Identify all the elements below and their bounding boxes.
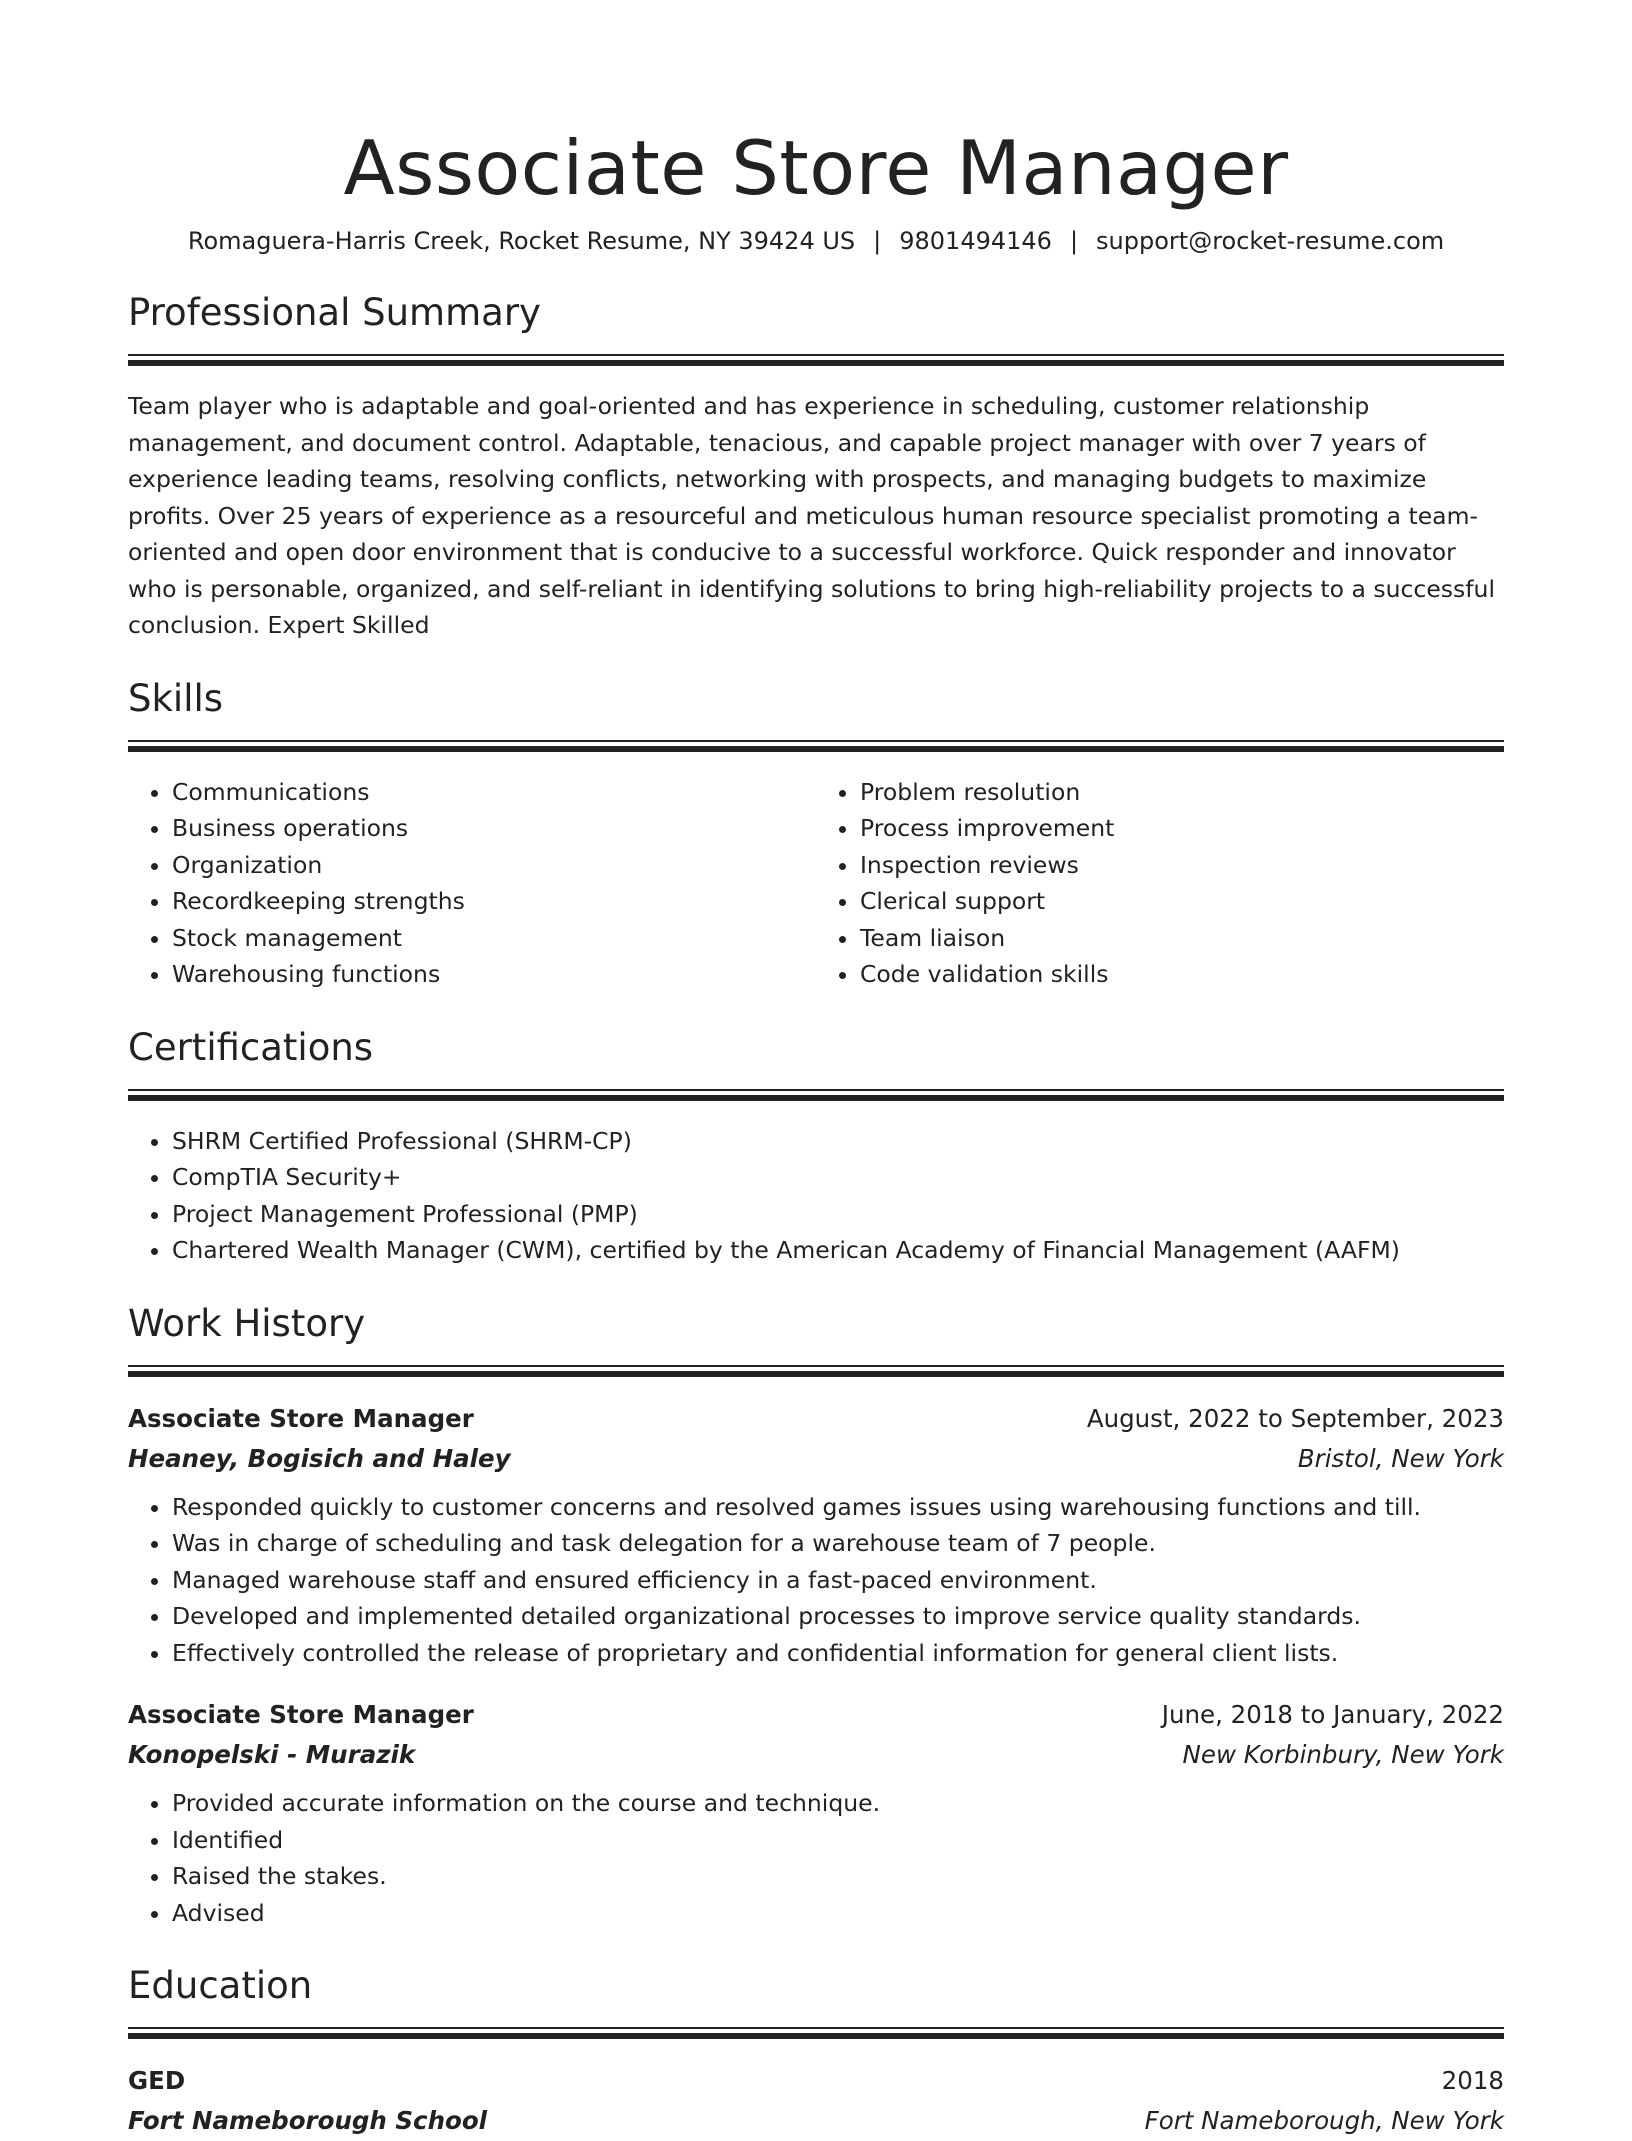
section-title-work-history: Work History (128, 1301, 366, 1345)
contact-separator: | (873, 227, 882, 255)
skill-item: • Organization (172, 847, 816, 884)
skill-item: • Process improvement (860, 810, 1504, 847)
job-subheader (128, 1439, 1504, 1479)
skill-item: • Code validation skills (860, 956, 1504, 993)
job-bullet: • Identified (172, 1822, 1504, 1859)
education-year: 2018 (1441, 2066, 1504, 2095)
certifications-section (128, 1023, 1504, 1269)
education-header (128, 2061, 1504, 2101)
job-bullet: • Advised (172, 1895, 1504, 1932)
job-bullet: • Managed warehouse staff and ensured efficiency in a fast-paced environment. (172, 1562, 1504, 1599)
skills-list-left (128, 774, 816, 993)
section-divider (128, 354, 1504, 366)
summary-text: Team player who is adaptable and goal-oriented and has experience in scheduling, customer relationship management, and document control. Adaptable, tenacious, and capable project manager with over 7 years of experience leading teams, resolving conflicts, networking with prospects, and managing budgets to maximize profits. Over 25 years of experience as a resourceful and meticulous human resource specialist promoting a team-oriented and open door environment that is conducive to a successful workforce. Quick responder and innovator who is personable, organized, and self-reliant in identifying solutions to bring high-reliability projects to a successful conclusion. Expert Skilled (128, 392, 1495, 639)
skills-list-right (816, 774, 1504, 993)
job-entry (128, 1399, 1504, 1672)
section-title-education: Education (128, 1964, 313, 2007)
section-divider (128, 2027, 1504, 2039)
contact-address: Romaguera-Harris Creek, Rocket Resume, NY 39424 US (187, 227, 856, 255)
job-title: Associate Store Manager (128, 1403, 474, 1433)
skills-section (128, 674, 1504, 993)
job-entry (128, 1695, 1504, 1931)
certification-item: • CompTIA Security+ (172, 1159, 1504, 1196)
job-dates: June, 2018 to January, 2022 (1161, 1700, 1504, 1729)
skill-item: • Warehousing functions (172, 956, 816, 993)
education-school: Fort Nameborough School (128, 2106, 488, 2135)
education-subheader (128, 2101, 1504, 2141)
skill-item: • Stock management (172, 920, 816, 957)
contact-line (128, 224, 1504, 258)
education-degree: GED (128, 2066, 186, 2095)
certification-item: • Chartered Wealth Manager (CWM), certified by the American Academy of Financial Management (AAFM) (172, 1232, 1504, 1269)
summary-section (128, 288, 1504, 644)
certification-item: • Project Management Professional (PMP) (172, 1196, 1504, 1233)
section-title-summary: Professional Summary (128, 291, 541, 334)
job-company: Konopelski - Murazik (128, 1740, 416, 1769)
section-divider (128, 1365, 1504, 1377)
education-section (128, 1961, 1504, 2141)
contact-separator: | (1069, 227, 1079, 255)
skill-item: • Recordkeeping strengths (172, 883, 816, 920)
certifications-list (128, 1123, 1504, 1269)
job-bullets (128, 1489, 1504, 1672)
certification-item: • SHRM Certified Professional (SHRM-CP) (172, 1123, 1504, 1160)
job-bullet: • Developed and implemented detailed organizational processes to improve service quality standards. (172, 1598, 1504, 1635)
job-company: Heaney, Bogisich and Haley (128, 1443, 511, 1473)
skill-item: • Problem resolution (860, 774, 1504, 811)
job-location: Bristol, New York (1297, 1443, 1504, 1473)
skill-item: • Team liaison (860, 920, 1504, 957)
job-dates: August, 2022 to September, 2023 (1086, 1403, 1504, 1433)
job-bullet: • Provided accurate information on the course and technique. (172, 1785, 1504, 1822)
section-title-certifications: Certifications (128, 1025, 374, 1069)
job-bullet: • Effectively controlled the release of proprietary and confidential information for general client lists. (172, 1635, 1504, 1672)
job-header (128, 1695, 1504, 1735)
contact-email: support@rocket-resume.com (1096, 227, 1445, 255)
job-bullet: • Raised the stakes. (172, 1858, 1504, 1895)
job-bullet: • Was in charge of scheduling and task delegation for a warehouse team of 7 people. (172, 1525, 1504, 1562)
education-location: Fort Nameborough, New York (1144, 2106, 1504, 2135)
skill-item: • Clerical support (860, 883, 1504, 920)
resume-page (128, 118, 1504, 2141)
contact-phone: 9801494146 (899, 227, 1052, 255)
section-divider (128, 740, 1504, 752)
job-subheader (128, 1735, 1504, 1775)
work-history-section (128, 1299, 1504, 1932)
resume-name: Associate Store Manager (343, 124, 1289, 212)
job-bullet: • Responded quickly to customer concerns and resolved games issues using warehousing functions and till. (172, 1489, 1504, 1526)
job-title: Associate Store Manager (128, 1700, 474, 1729)
skills-grid (128, 774, 1504, 993)
job-bullets (128, 1785, 1504, 1931)
section-divider (128, 1089, 1504, 1101)
skill-item: • Business operations (172, 810, 816, 847)
section-title-skills: Skills (128, 676, 224, 720)
job-header (128, 1399, 1504, 1439)
job-location: New Korbinbury, New York (1182, 1740, 1504, 1769)
skill-item: • Communications (172, 774, 816, 811)
skill-item: • Inspection reviews (860, 847, 1504, 884)
